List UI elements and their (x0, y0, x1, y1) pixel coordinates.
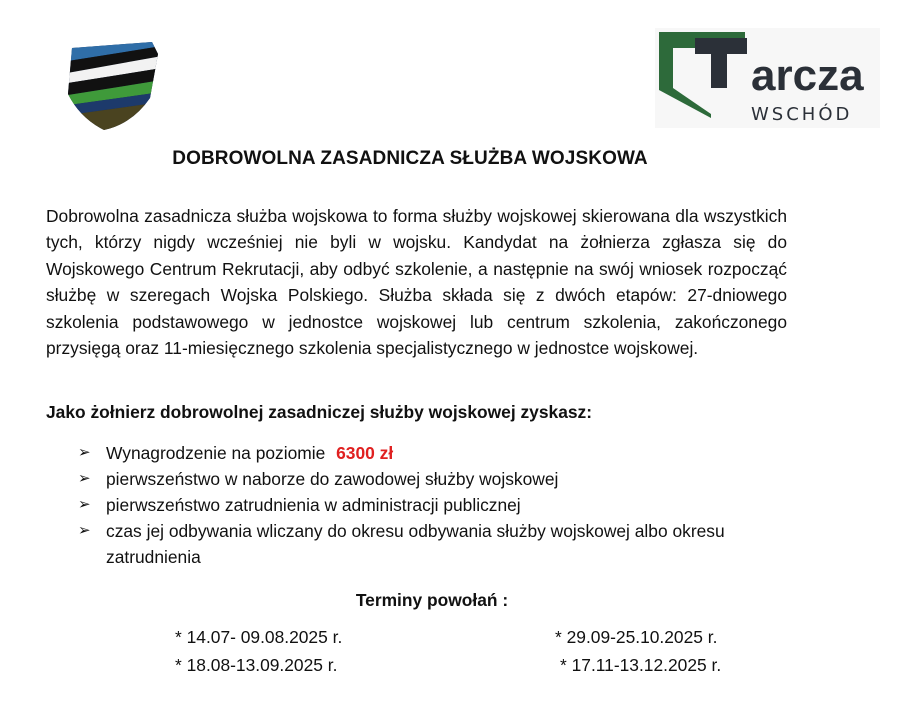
tarcza-wschod-icon (655, 28, 880, 128)
benefit-text: pierwszeństwo w naborze do zawodowej służby wojskowej (106, 469, 559, 489)
benefit-text: czas jej odbywania wliczany do okresu odbywania służby wojskowej albo okresu zatrudnienia (106, 521, 725, 567)
benefits-heading: Jako żołnierz dobrowolnej zasadniczej służby wojskowej zyskasz: (46, 402, 593, 422)
intro-paragraph: Dobrowolna zasadnicza służba wojskowa to forma służby wojskowej skierowana dla wszystkich tych, którzy nigdy wcześniej nie byli w wojsku. Kandydat na żołnierza zgłasza się do Wojskowego Centrum Rekrutacji, aby odbyć szkolenie, a następnie na swój wniosek rozpocząć służbę w szeregach Wojska Polskiego. Służba składa się z dwóch etapów: 27-dniowego szkolenia podstawowego w jednostce wojskowej lub centrum szkolenia, zakończonego przysięgą oraz 11-miesięcznego szkolenia specjalistycznego w jednostce wojskowej. (46, 206, 787, 359)
list-item (78, 518, 778, 570)
list-item (78, 492, 778, 518)
arrow-bullet-icon: ➢ (78, 522, 91, 539)
date-item: * 17.11-13.12.2025 r. (560, 655, 722, 675)
benefit-text: pierwszeństwo zatrudnienia w administracji publicznej (106, 495, 521, 515)
dates-heading: Terminy powołań : (355, 590, 509, 610)
date-item: * 18.08-13.09.2025 r. (175, 655, 338, 675)
arrow-bullet-icon: ➢ (78, 470, 91, 487)
list-item (78, 440, 778, 466)
benefit-text: Wynagrodzenie na poziomie (106, 443, 326, 463)
shield-icon (62, 40, 162, 130)
shield-logo (62, 40, 162, 130)
benefits-list (78, 440, 778, 570)
logo-brand-text: arcza (751, 51, 864, 100)
logo-sub-text: WSCHÓD (751, 104, 853, 125)
list-item (78, 466, 778, 492)
arrow-bullet-icon: ➢ (78, 444, 91, 461)
salary-highlight: 6300 zł (336, 443, 394, 463)
page-title-text: DOBROWOLNA ZASADNICZA SŁUŻBA WOJSKOWA (172, 148, 648, 169)
date-item: * 29.09-25.10.2025 r. (555, 627, 718, 647)
tarcza-wschod-logo (655, 28, 880, 128)
arrow-bullet-icon: ➢ (78, 496, 91, 513)
date-item: * 14.07- 09.08.2025 r. (175, 627, 343, 647)
page-title (0, 148, 820, 170)
